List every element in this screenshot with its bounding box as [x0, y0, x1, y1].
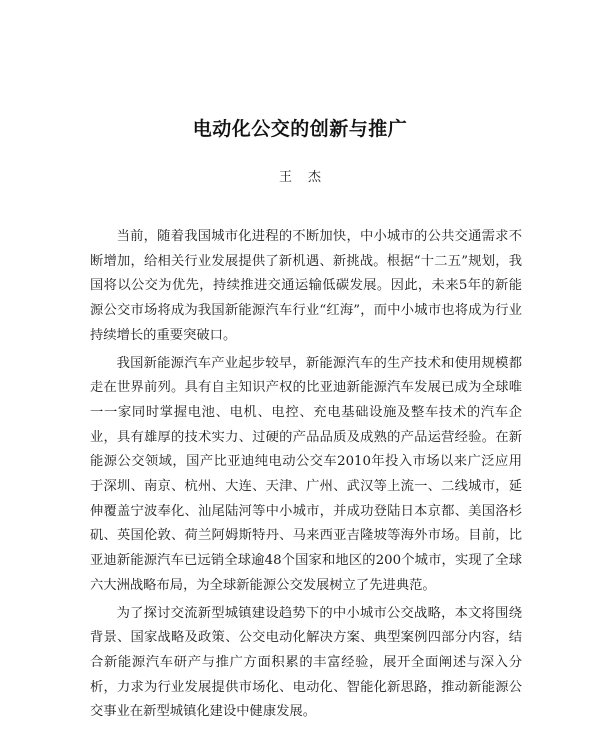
article-body [90, 225, 522, 728]
paragraph-1: 当前，随着我国城市化进程的不断加快，中小城市的公共交通需求不断增加，给相关行业发展提供了新机遇、新挑战。根据“十二五”规划，我国将以公交为优先，持续推进交通运输低碳发展。因此，未来5年的新能源公交市场将成为我国新能源汽车行业“红海”，而中小城市也将成为行业持续增长的重要突破口。 [90, 229, 522, 343]
paragraph-3: 为了探讨交流新型城镇建设趋势下的中小城市公交战略，本文将围绕背景、国家战略及政策、公交电动化解决方案、典型案例四部分内容，结合新能源汽车研产与推广方面积累的丰富经验，展开全面阐述与深入分析，力求为行业发展提供市场化、电动化、智能化新思路，推动新能源公交事业在新型城镇化建设中健康发展。 [90, 605, 522, 720]
article-title: 电动化公交的创新与推广 [192, 118, 408, 140]
paragraph-2: 我国新能源汽车产业起步较早，新能源汽车的生产技术和使用规模都走在世界前列。具有自主知识产权的比亚迪新能源汽车发展已成为全球唯一一家同时掌握电池、电机、电控、充电基础设施及整车技术的汽车企业，具有雄厚的技术实力、过硬的产品品质及成熟的产品运营经验。在新能源公交领域，国产比亚迪纯电动公交车2010年投入市场以来广泛应用于深圳、南京、杭州、大连、天津、广州、武汉等上流一、二线城市，延伸覆盖宁波奉化、汕尾陆河等中小城市，并成功登陆日本京都、美国洛杉矶、英国伦敦、荷兰阿姆斯特丹、马来西亚吉隆坡等海外市场。目前，比亚迪新能源汽车已远销全球逾48个国家和地区的200个城市，实现了全球六大洲战略布局，为全球新能源公交发展树立了先进典范。 [90, 355, 522, 593]
article-author: 王杰 [278, 170, 337, 185]
